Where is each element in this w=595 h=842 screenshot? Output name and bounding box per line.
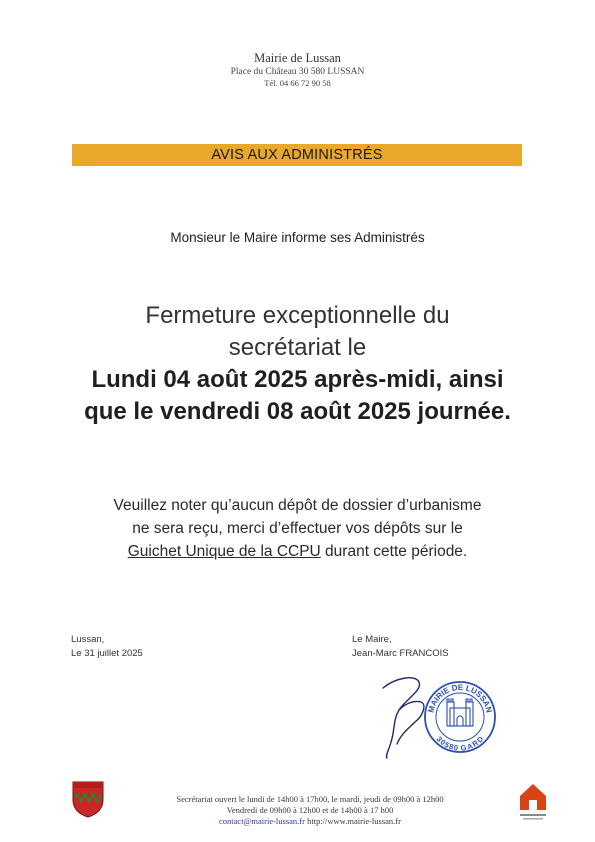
notice-line-3: [40, 540, 555, 563]
headline-line-3: Lundi 04 août 2025 après-midi, ainsi: [91, 366, 504, 393]
headline-line-1: Fermeture exceptionnelle du: [145, 302, 450, 329]
stamp-top-text: MAIRIE DE LUSSAN: [426, 682, 494, 714]
opening-hours-line-1: Secrétariat ouvert le lundi de 14h00 à 17h00, le mardi, jeudi de 09h00 à 12h00: [176, 794, 444, 804]
signer-title: Le Maire,: [352, 634, 392, 645]
notice-line-3-rest: durant cette période.: [320, 543, 468, 560]
signer-name: Jean-Marc FRANCOIS: [352, 648, 449, 659]
intro-text: Monsieur le Maire informe ses Administrés: [170, 230, 425, 245]
banner-title: AVIS AUX ADMINISTRÉS: [211, 147, 383, 163]
headline-line-4: que le vendredi 08 août 2025 journée.: [84, 398, 511, 425]
town-hall-address: Place du Château 30 580 LUSSAN: [230, 67, 365, 77]
contact-line: [110, 816, 510, 827]
town-hall-phone: Tél. 04 66 72 90 58: [264, 78, 331, 88]
letterhead: [0, 51, 595, 89]
date: Le 31 juillet 2025: [71, 648, 143, 659]
headline-line-2: secrétariat le: [228, 334, 367, 361]
coat-of-arms-icon: [71, 780, 105, 818]
castle-icon: [447, 699, 473, 726]
city: Lussan,: [71, 634, 105, 645]
notice-line-1: Veuillez noter qu’aucun dépôt de dossier d’urbanisme: [113, 497, 482, 514]
village-logo-icon: [516, 782, 550, 824]
place-and-date: [71, 633, 143, 661]
contact-email-link[interactable]: contact@mairie-lussan.fr: [219, 816, 305, 826]
footer: [110, 794, 510, 827]
opening-hours-line-2: Vendredi de 09h00 à 12h00 et de 14h00 à 17 h00: [226, 805, 394, 815]
notice-banner: [72, 144, 522, 166]
website-link[interactable]: http://www.mairie-lussan.fr: [307, 816, 401, 826]
signer-block: [352, 633, 449, 661]
urbanism-notice: [40, 494, 555, 563]
notice-line-2: ne sera reçu, merci d’effectuer vos dépôts sur le: [132, 520, 463, 537]
stamp-bottom-text: 30580 GARD: [434, 734, 486, 753]
town-hall-name: Mairie de Lussan: [254, 51, 341, 65]
town-hall-stamp: [423, 680, 497, 754]
guichet-unique-link[interactable]: Guichet Unique de la CCPU: [127, 543, 321, 560]
closure-headline: [40, 300, 555, 428]
